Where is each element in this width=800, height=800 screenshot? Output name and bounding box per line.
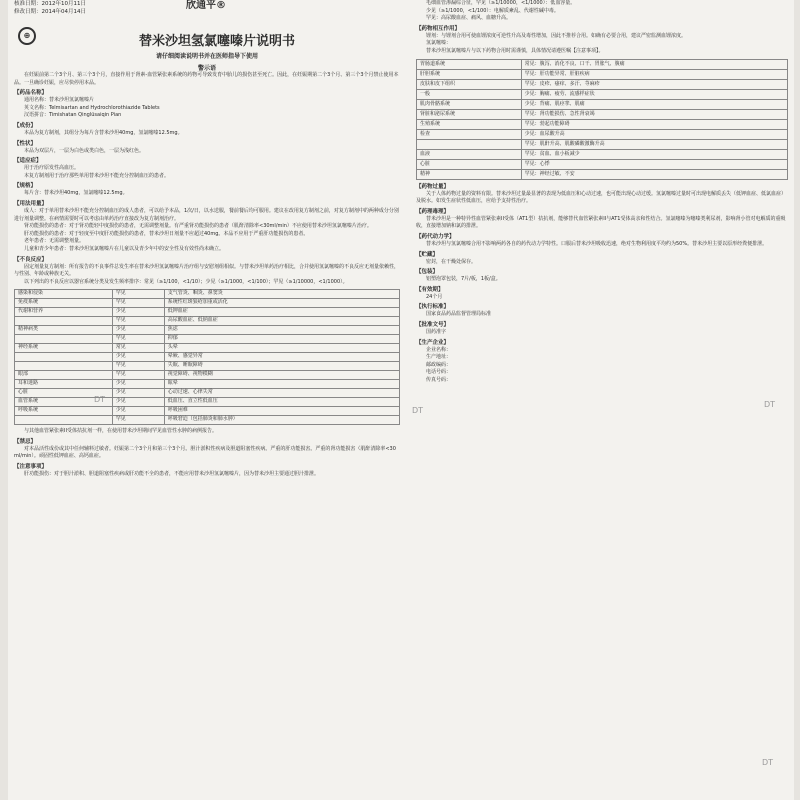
table-row [15,317,400,326]
section-heading: 【包装】 [416,269,439,276]
section-heading: 【贮藏】 [416,251,439,258]
section-paragraph: 英文名称：Telmisartan and Hydrochlorothiazide Tablets [24,104,160,111]
section-heading: 【不良反应】 [14,256,48,263]
document-sheet [8,0,794,800]
table-row [417,79,788,89]
section-paragraph: 用于治疗原发性高血压。 [24,165,80,172]
table-cell: 少见 [112,398,164,407]
table-cell: 代谢和营养 [15,308,113,317]
section-paragraph: 肝功能损伤：对于胆汁淤积、胆道阻塞性疾病或肝功能不全的患者，不能应用替米沙坦氢氯噻嗪片，因为替米沙坦主要通过胆汁排泄。 [24,471,320,478]
section-paragraph: 本品为双层片，一层为白色或类白色，一层为浅红色。 [24,147,145,154]
table-cell: 低钾血症 [164,308,399,317]
table-cell: 少见 [112,308,164,317]
table-cell: 心动过速、心律失常 [164,389,399,398]
table-cell: 少见 [112,326,164,335]
warning-text: 在妊娠前第二个3个月、第三个3个月，直接作用于肾素-血管紧张素系统的药物可导致发育中胎儿的损伤甚至死亡。因此，在妊娠期第二个3个月、第三个3个月禁止使用本品。一旦确诊妊娠，应尽快停用本品。 [14,72,399,86]
table-cell: 眼部 [15,371,113,380]
section-paragraph: 固定剂量复方制剂：所有报告的不良事件总发生率在替米沙坦氢氯噻嗪片治疗组与安慰剂组相似。与替米沙坦单药治疗相比，合并使用氢氯噻嗪的不良反应无剂量依赖性，与性别、年龄或种族无关。 [14,263,400,278]
table-cell [15,335,113,344]
section-paragraph: 成人：对于单用替米沙坦不能充分控制血压的成人患者，可以给予本品，1次/日，以水送服，餐前餐后均可服用。建议在改用复方制剂之前，对复方制剂中的两种成分分别进行剂量调整。在病情需要时可以考虑由单药治疗直接改为复方制剂治疗。 [14,207,399,222]
section-heading: 【药物过量】 [416,183,450,190]
table-row [15,290,400,299]
table-cell: 焦虑 [164,326,399,335]
table-row [417,109,788,119]
section-paragraph: 替米沙坦氢氯噻嗪片与以下药物合用时需谨慎，具体情况请遵医嘱【注意事项】。 [426,47,604,54]
section-paragraph: 汉语拼音：Timishatan Qinglüsaiqin Pian [24,112,122,119]
table-cell: 呼吸系统 [15,407,113,416]
table-row [417,159,788,169]
section-paragraph: 替米沙坦是一种特异性血管紧张素II受体（AT1型）拮抗剂，能够替代血管紧张素II与AT1受体高亲和性结合。氢氯噻嗪为噻嗪类利尿剂，影响肾小管对电解质的重吸收，直接增加钠和氯的排泄。 [416,215,786,230]
section-paragraph: 替米沙坦与氢氯噻嗪合用不影响两药各自的药代动力学特性。口服后替米沙坦吸收迅速，绝对生物利用度平均约为50%。替米沙坦主要以原形经粪便排泄。 [426,240,768,247]
table-cell: 生殖系统 [417,119,522,129]
section-paragraph: 国药准字 [426,328,447,335]
table-cell: 少见：胸痛、疲劳、流感样症状 [521,89,787,99]
section-paragraph: 以下列出的不良反应以器官系统分类及发生频率排序：常见（≥1/100，<1/10）；少见（≥1/1000，<1/100）；罕见（≥1/10000，<1/1000）。 [24,278,348,285]
section-paragraph: 本复方制剂用于治疗那些单用替米沙坦不能充分控制血压的患者。 [24,172,170,179]
table-row [15,416,400,425]
table-cell: 一般 [417,89,522,99]
table-cell: 罕见 [112,299,164,308]
table-row [417,59,788,69]
table-row [15,335,400,344]
table-cell: 罕见：贫血、血小板减少 [521,149,787,159]
table-cell: 少见 [112,380,164,389]
table-cell: 失眠、睡眠障碍 [164,362,399,371]
left-sections-continued [14,428,400,478]
table-row [15,308,400,317]
system-reaction-table [416,59,788,180]
table-cell: 低血压、直立性低血压 [164,398,399,407]
section-paragraph: 儿童和青少年患者：替米沙坦氢氯噻嗪片在儿童以及青少年中的安全性及有效性尚未确立。 [24,245,225,252]
watermark: DT [764,400,776,409]
section-paragraph: 生产地址： [426,354,452,361]
table-row [417,69,788,79]
watermark: DT [412,406,424,415]
table-row [417,139,788,149]
left-column [14,0,400,479]
section-paragraph: 国家食品药品监督管理局标准 [426,311,492,318]
table-cell: 心脏 [417,159,522,169]
section-paragraph: 传真号码： [426,376,452,383]
table-cell: 支气管炎、咽炎、鼻窦炎 [164,290,399,299]
table-row [417,129,788,139]
brand-name: 欣通平® [186,0,226,11]
section-paragraph: 关于人体药物过量的资料有限。替米沙坦过量最显著的表现为低血压和心动过速，也可能出现心动过缓。氢氯噻嗪过量时可出现电解质丢失（低钾血症、低氯血症）及脱水。如发生症状性低血压，应给予支持性治疗。 [416,190,787,205]
section-heading: 【批准文号】 [416,321,450,328]
section-paragraph: 对本品活性成份或其中任何辅料过敏者。妊娠第二个3个月和第三个3个月。胆汁淤积性疾病及胆道阻塞性疾病。严重的肝功能损害。严重的肾功能损害（肌酐清除率<30ml/min）。顽固性低钾血症、高钙血症。 [14,445,396,460]
section-paragraph: 铝塑泡罩包装，7片/板，1板/盒。 [426,276,501,283]
table-cell: 检查 [417,129,522,139]
table-cell: 头晕 [164,344,399,353]
section-heading: 【性状】 [14,140,37,147]
table-cell [417,139,522,149]
section-paragraph: 24个月 [426,293,443,300]
section-paragraph: 本品为复方制剂，其组分为每片含替米沙坦40mg，氢氯噻嗪12.5mg。 [24,129,183,136]
section-paragraph: 与其他血管紧张素II受体拮抗剂一样，在使用替米沙坦期间罕见血管性水肿的病例报告。 [24,428,217,435]
section-heading: 【生产企业】 [416,339,450,346]
table-cell: 肌肉骨骼系统 [417,99,522,109]
watermark: DT [762,758,774,767]
section-paragraph: 少见（≥1/1000，<1/100）：电解质紊乱、代谢性碱中毒。 [426,7,559,14]
table-cell: 高尿酸血症、低钠血症 [164,317,399,326]
table-row [15,362,400,371]
section-paragraph: 肝功能损伤的患者：对于轻度至中度肝功能损伤的患者，替米沙坦日剂量不应超过40mg。本品不应用于严重肝功能损伤的患者。 [24,230,309,237]
table-cell: 系统性红斑狼疮加重或活化 [164,299,399,308]
table-cell: 罕见：勃起功能障碍 [521,119,787,129]
table-cell: 肝胆系统 [417,69,522,79]
section-paragraph: 肾功能损伤的患者：对于肾功能轻中度损伤的患者，无需调整剂量。有严重肾功能损伤的患者（肌酐清除率<30ml/min）不应使用替米沙坦氢氯噻嗪片治疗。 [24,223,372,230]
table-row [417,169,788,179]
table-cell: 视觉障碍、视物模糊 [164,371,399,380]
section-heading: 【注意事项】 [14,464,48,471]
table-cell [15,416,113,425]
right-sections [416,0,788,56]
section-paragraph: 毛细血管渗漏综合征，罕见（≥1/10000，<1/1000）：低血容量。 [426,0,576,6]
table-cell: 少见：血尿酸升高 [521,129,787,139]
table-cell: 精神病类 [15,326,113,335]
table-row [15,398,400,407]
company-logo-icon: ⊕ [18,27,36,45]
section-heading: 【适应症】 [14,158,42,165]
table-cell: 呼吸窘迫（包括肺炎和肺水肿） [164,416,399,425]
table-cell: 罕见：肾功能损伤、急性肾衰竭 [521,109,787,119]
table-cell: 少见 [112,407,164,416]
section-paragraph: 电话号码： [426,369,452,376]
right-column [416,0,788,384]
section-heading: 【成份】 [14,122,37,129]
table-cell: 罕见 [112,290,164,299]
section-heading: 【药理毒理】 [416,208,450,215]
section-heading: 【药品名称】 [14,90,48,97]
table-cell [15,353,113,362]
table-cell: 神经系统 [15,344,113,353]
document-meta [14,0,400,26]
section-paragraph: 氢氯噻嗪： [426,40,452,47]
section-heading: 【有效期】 [416,286,444,293]
section-paragraph: 邮政编码： [426,361,452,368]
table-cell: 罕见：肌酐升高、肌酸磷酸激酶升高 [521,139,787,149]
table-cell: 罕见 [112,335,164,344]
table-cell: 血液 [417,149,522,159]
table-cell: 罕见：心悸 [521,159,787,169]
table-cell: 罕见 [112,416,164,425]
left-sections [14,89,400,286]
table-cell: 感染和侵染 [15,290,113,299]
section-paragraph: 罕见：高尿酸血症、痛风、血糖升高。 [426,15,512,22]
table-row [417,149,788,159]
section-heading: 【用法用量】 [14,200,48,207]
adverse-reaction-table [14,289,400,425]
table-cell: 免疫系统 [15,299,113,308]
table-cell: 常见 [112,344,164,353]
table-row [15,407,400,416]
table-row [417,119,788,129]
table-row [15,344,400,353]
table-cell: 晕厥、感觉异常 [164,353,399,362]
table-cell: 抑郁 [164,335,399,344]
approval-date: 核准日期：2012年10月11日 [14,1,86,7]
section-paragraph: 锂剂：与锂剂合用可使血锂浓度可逆性升高及毒性增加，因此不推荐合用。如确有必要合用，建议严密监测血锂浓度。 [426,32,687,39]
table-cell: 皮肤和皮下组织 [417,79,522,89]
table-cell: 少见 [112,353,164,362]
table-row [15,371,400,380]
section-paragraph: 企业名称： [426,346,452,353]
section-heading: 【药代动力学】 [416,233,455,240]
revision-date: 修改日期：2014年04月14日 [14,9,86,15]
section-heading: 【药物相互作用】 [416,25,461,32]
table-row [15,326,400,335]
table-cell: 罕见：皮疹、瘙痒、多汗、荨麻疹 [521,79,787,89]
table-cell: 罕见 [112,362,164,371]
table-cell: 罕见 [112,317,164,326]
table-row [417,89,788,99]
table-cell: 胃肠道系统 [417,59,522,69]
table-row [15,299,400,308]
table-row [15,389,400,398]
table-cell: 呼吸困难 [164,407,399,416]
table-cell: 血管系统 [15,398,113,407]
table-row [15,380,400,389]
table-cell: 少见：背痛、肌痉挛、肌痛 [521,99,787,109]
table-cell [15,317,113,326]
table-cell: 心脏 [15,389,113,398]
table-row [15,353,400,362]
table-cell: 眩晕 [164,380,399,389]
section-paragraph: 老年患者：无需调整剂量。 [24,238,85,245]
table-cell: 罕见：肝功能异常、肝脏疾病 [521,69,787,79]
section-heading: 【规格】 [14,183,37,190]
document-subtitle: 请仔细阅读说明书并在医师指导下使用 [155,53,258,60]
document-title: 替米沙坦氢氯噻嗪片说明书 [138,34,295,49]
table-cell: 精神 [417,169,522,179]
section-paragraph: 密封，在干燥处保存。 [426,258,477,265]
table-cell: 常见：腹泻、消化不良、口干、胃胀气、腹痛 [521,59,787,69]
section-heading: 【禁忌】 [14,438,37,445]
right-sections-continued [416,183,788,385]
section-heading: 【执行标准】 [416,304,450,311]
section-paragraph: 每片含：替米沙坦40mg，氢氯噻嗪12.5mg。 [24,190,128,197]
table-cell: 耳和迷路 [15,380,113,389]
warning-heading: 警示语 [197,65,216,72]
table-cell: 少见 [112,389,164,398]
table-cell: 罕见 [112,371,164,380]
table-cell: 肾脏和泌尿系统 [417,109,522,119]
table-cell [15,362,113,371]
section-paragraph: 通用名称：替米沙坦氢氯噻嗪片 [24,97,95,104]
table-row [417,99,788,109]
table-cell: 罕见：神经过敏、不安 [521,169,787,179]
watermark: DT [94,395,106,404]
